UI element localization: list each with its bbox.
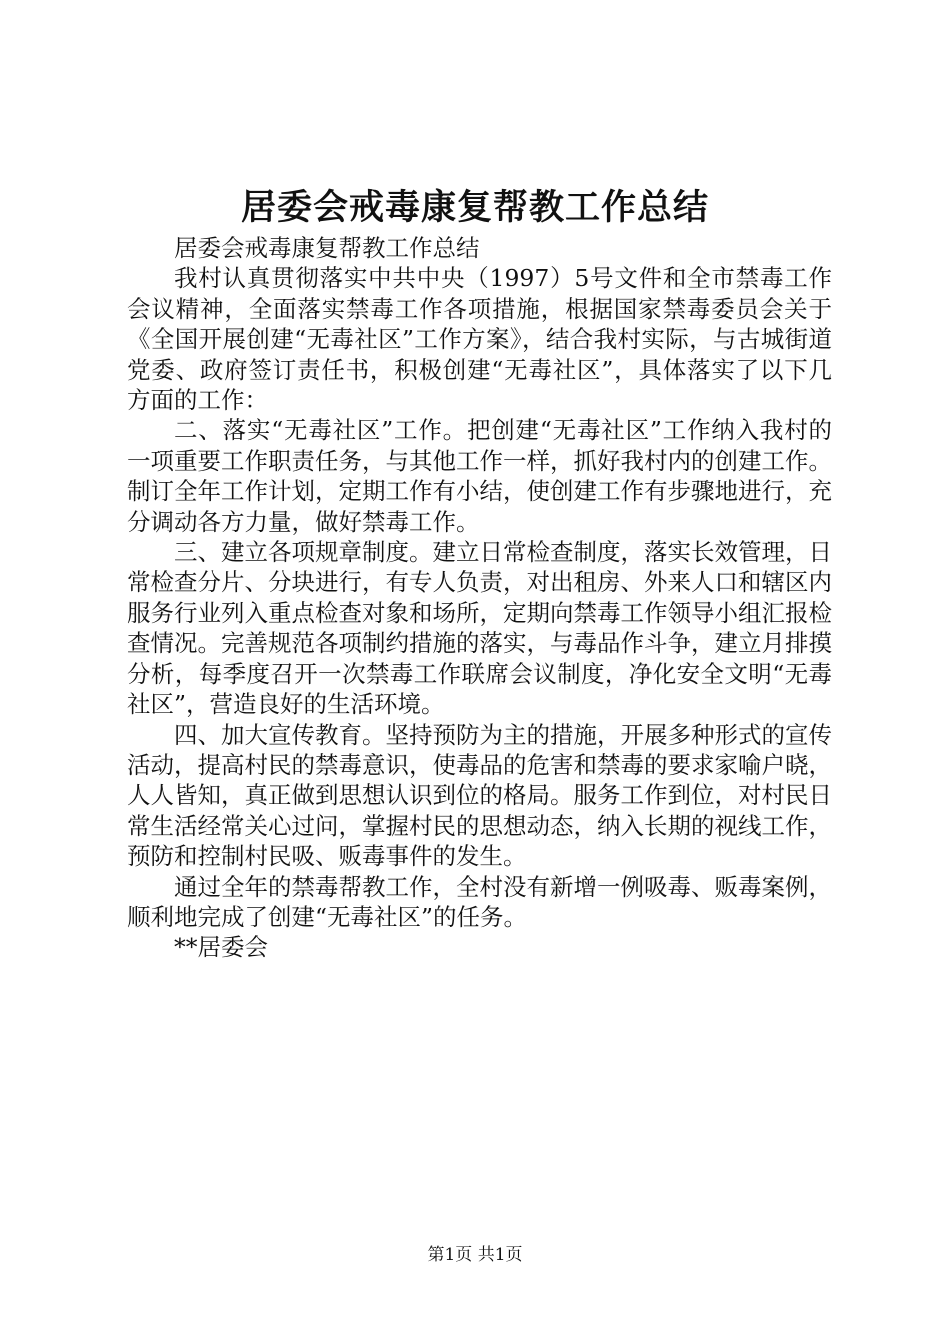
page-number: 第1页 共1页 (427, 1245, 523, 1265)
paragraph-section-4: 四、加大宣传教育。坚持预防为主的措施，开展多种形式的宣传活动，提高村民的禁毒意识，使毒品的危害和禁毒的要求家喻户晓，人人皆知，真正做到思想认识到位的格局。服务工作到位，对村民日常生活经常关心过问，掌握村民的思想动态，纳入长期的视线工作，预防和控制村民吸、贩毒事件的发生。 (127, 720, 832, 871)
document-subtitle: 居委会戒毒康复帮教工作总结 (174, 234, 480, 262)
paragraph-intro: 我村认真贯彻落实中共中央（1997）5号文件和全市禁毒工作会议精神，全面落实禁毒工作各项措施，根据国家禁毒委员会关于《全国开展创建“无毒社区”工作方案》，结合我村实际，与古城街道党委、政府签订责任书，积极创建“无毒社区”，具体落实了以下几方面的工作： (127, 264, 832, 415)
document-signature: **居委会 (174, 933, 268, 962)
paragraph-section-3: 三、建立各项规章制度。建立日常检查制度，落实长效管理，日常检查分片、分块进行，有专人负责，对出租房、外来人口和辖区内服务行业列入重点检查对象和场所，定期向禁毒工作领导小组汇报检查情况。完善规范各项制约措施的落实，与毒品作斗争，建立月排摸分析，每季度召开一次禁毒工作联席会议制度，净化安全文明“无毒社区”，营造良好的生活环境。 (127, 538, 832, 719)
paragraph-section-2: 二、落实“无毒社区”工作。把创建“无毒社区”工作纳入我村的一项重要工作职责任务，与其他工作一样，抓好我村内的创建工作。制订全年工作计划，定期工作有小结，使创建工作有步骤地进行，充分调动各方力量，做好禁毒工作。 (127, 416, 832, 536)
document-title: 居委会戒毒康复帮教工作总结 (240, 187, 709, 228)
document-body (127, 233, 832, 963)
paragraph-conclusion: 通过全年的禁毒帮教工作，全村没有新增一例吸毒、贩毒案例，顺利地完成了创建“无毒社区”的任务。 (127, 872, 832, 931)
